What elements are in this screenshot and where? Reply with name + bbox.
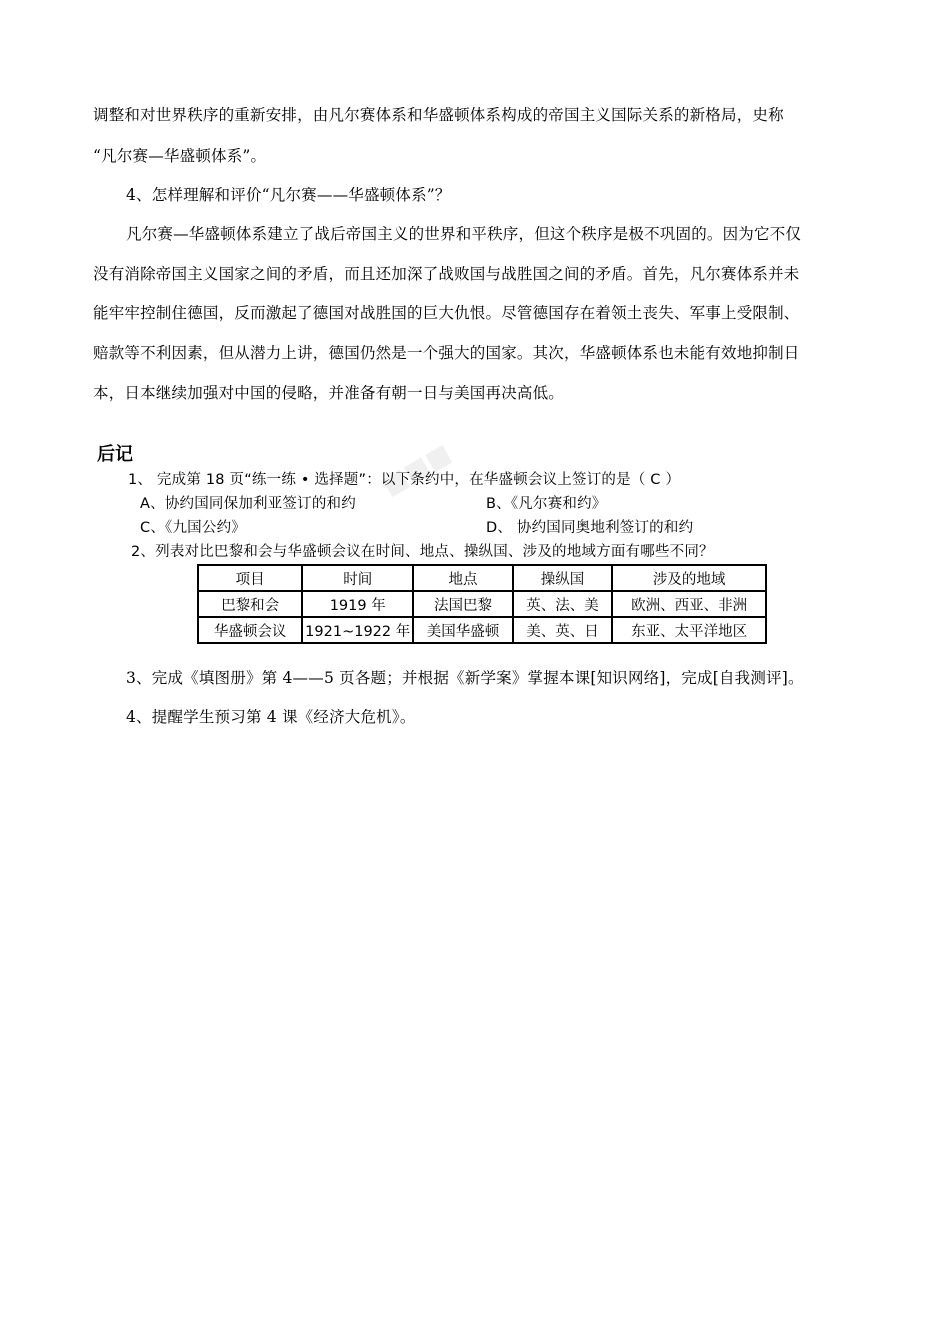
table-header-cell: 涉及的地域 [612, 565, 766, 591]
paragraph-line: 本，日本继续加强对中国的侵略，并准备有朝一日与美国再决高低。 [93, 384, 565, 402]
table-row [198, 591, 766, 617]
table-header-cell: 项目 [198, 565, 302, 591]
option-c: C、《九国公约》 [140, 520, 246, 536]
paragraph-line: 凡尔赛—华盛顿体系建立了战后帝国主义的世界和平秩序，但这个秩序是极不巩固的。因为它不仅 [126, 225, 802, 243]
table-cell: 巴黎和会 [198, 591, 302, 617]
comparison-table [197, 564, 767, 644]
option-b: B、《凡尔赛和约》 [486, 496, 607, 512]
table-cell: 欧洲、西亚、非洲 [612, 591, 766, 617]
houji-item-2: 2、列表对比巴黎和会与华盛顿会议在时间、地点、操纵国、涉及的地域方面有哪些不同？ [131, 544, 714, 560]
houji-item-3: 3、完成《填图册》第 4——5 页各题；并根据《新学案》掌握本课[知识网络]，完成[自我测评]。 [126, 669, 804, 687]
table-cell: 东亚、太平洋地区 [612, 617, 766, 643]
option-d: D、 协约国同奥地利签订的和约 [486, 520, 694, 536]
houji-heading: 后记 [97, 444, 133, 465]
table-cell: 美国华盛顿 [413, 617, 513, 643]
table-cell: 英、法、美 [513, 591, 613, 617]
table-cell: 美、英、日 [513, 617, 613, 643]
houji-item-1: 1、 完成第 18 页“练一练 • 选择题”：以下条约中，在华盛顿会议上签订的是（ C ） [128, 472, 681, 488]
paragraph-line: 没有消除帝国主义国家之间的矛盾，而且还加深了战败国与战胜国之间的矛盾。首先，凡尔赛体系并未 [93, 265, 800, 283]
table-header-cell: 时间 [302, 565, 413, 591]
table-cell: 法国巴黎 [413, 591, 513, 617]
table-cell: 1919 年 [302, 591, 413, 617]
paragraph-line: 调整和对世界秩序的重新安排，由凡尔赛体系和华盛顿体系构成的帝国主义国际关系的新格局，史称 [93, 106, 784, 124]
paragraph-line: “凡尔赛—华盛顿体系”。 [93, 147, 267, 165]
question-4: 4、怎样理解和评价“凡尔赛——华盛顿体系”？ [126, 186, 451, 204]
table-cell: 华盛顿会议 [198, 617, 302, 643]
table-header-row [198, 565, 766, 591]
paragraph-line: 赔款等不利因素，但从潜力上讲，德国仍然是一个强大的国家。其次，华盛顿体系也未能有效地抑制日 [93, 344, 800, 362]
table-header-cell: 操纵国 [513, 565, 613, 591]
paragraph-line: 能牢牢控制住德国，反而激起了德国对战胜国的巨大仇恨。尽管德国存在着领土丧失、军事上受限制、 [93, 304, 800, 322]
watermark: ■■■ [377, 438, 457, 502]
houji-item-4: 4、提醒学生预习第 4 课《经济大危机》。 [126, 708, 416, 726]
option-a: A、协约国同保加利亚签订的和约 [140, 496, 356, 512]
table-cell: 1921~1922 年 [302, 617, 413, 643]
table-row [198, 617, 766, 643]
table-header-cell: 地点 [413, 565, 513, 591]
